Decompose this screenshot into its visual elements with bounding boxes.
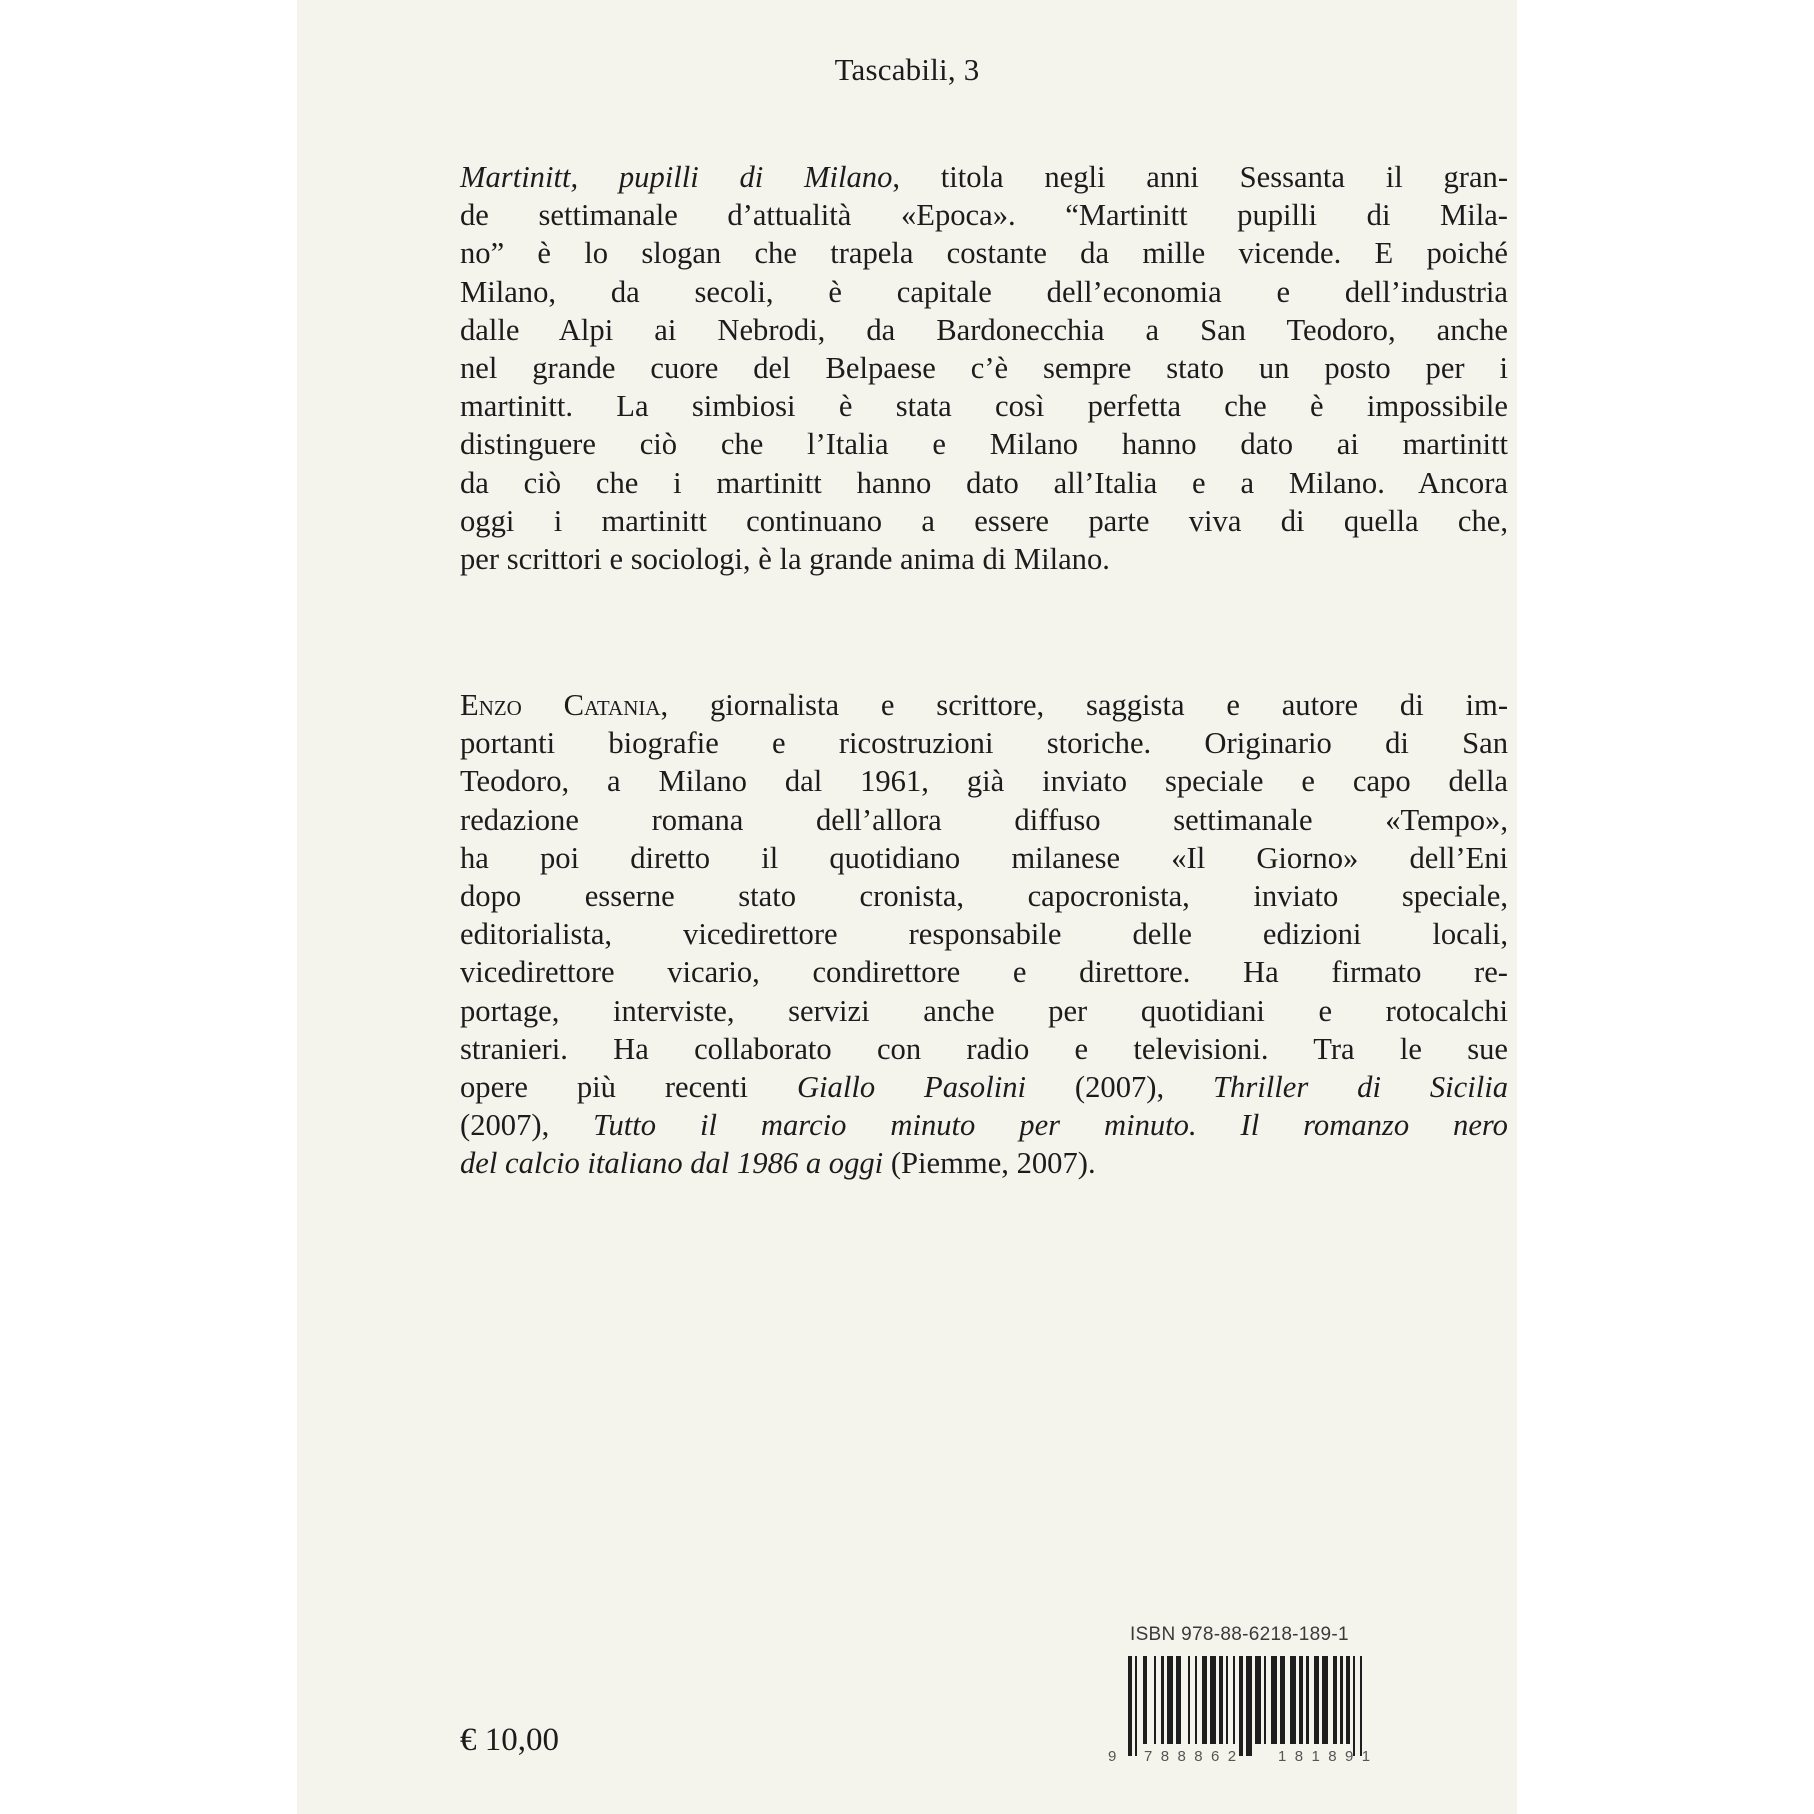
barcode-bar [1176, 1656, 1181, 1744]
barcode-bar [1154, 1656, 1156, 1744]
barcode-bar [1135, 1656, 1137, 1756]
barcode-bar [1188, 1656, 1190, 1744]
barcode-bar [1264, 1656, 1266, 1744]
barcode-bar [1195, 1656, 1197, 1744]
text-run: Giallo Pasolini [796, 1070, 1027, 1105]
text-run: del calcio italiano dal 1986 a oggi [460, 1146, 884, 1181]
text-run: Teodoro, a Milano dal 1961, già inviato speciale e capo della [460, 764, 1508, 799]
text-run: , titola negli anni Sessanta il gran- [892, 160, 1509, 194]
text-run: (2007), [1026, 1070, 1214, 1105]
text-line [460, 686, 1508, 724]
text-run: Enzo Catania [460, 688, 661, 722]
text-run: Martinitt, pupilli di Milano [460, 160, 893, 194]
barcode-bar [1255, 1656, 1261, 1744]
text-run: portage, interviste, servizi anche per quotidiani e rotocalchi [460, 993, 1508, 1028]
barcode-bar [1290, 1656, 1296, 1744]
text-run: portanti biografie e ricostruzioni storiche. Originario di San [460, 726, 1508, 761]
author-bio-paragraph [460, 686, 1508, 1183]
text-run: Milano, da secoli, è capitale dell’economia e dell’industria [460, 274, 1508, 309]
text-line [460, 425, 1508, 463]
text-run: da ciò che i martinitt hanno dato all’Italia e a Milano. Ancora [460, 465, 1508, 500]
text-line [460, 311, 1508, 349]
text-run: no” è lo slogan che trapela costante da mille vicende. E poiché [460, 236, 1508, 271]
text-run: redazione romana dell’allora diffuso settimanale «Tempo», [460, 802, 1508, 837]
text-run: (Piemme, 2007). [883, 1146, 1096, 1181]
text-run: opere più recenti [460, 1070, 797, 1105]
text-line [460, 801, 1508, 839]
text-line [460, 839, 1508, 877]
text-line [460, 349, 1508, 387]
barcode-left-digits: 788862 [1144, 1748, 1245, 1765]
text-run: ha poi diretto il quotidiano milanese «Il Giorno» dell’Eni [460, 840, 1508, 875]
text-line [460, 724, 1508, 762]
text-line [460, 464, 1508, 502]
barcode-bar [1143, 1656, 1147, 1744]
text-line [460, 540, 1508, 578]
text-line [460, 387, 1508, 425]
barcode-bar [1333, 1656, 1337, 1744]
text-run: nel grande cuore del Belpaese c’è sempre stato un posto per i [460, 351, 1508, 386]
text-line [460, 915, 1508, 953]
price-label: € 10,00 [460, 1722, 559, 1758]
text-run: distinguere ciò che l’Italia e Milano hanno dato ai martinitt [460, 427, 1508, 462]
barcode-bar [1306, 1656, 1309, 1744]
text-line [460, 1106, 1508, 1144]
barcode-bar [1226, 1656, 1228, 1744]
barcode-bar [1219, 1656, 1223, 1744]
barcode-bar [1128, 1656, 1132, 1756]
text-line [460, 762, 1508, 800]
barcode-bar [1346, 1656, 1350, 1744]
text-run: vicedirettore vicario, condirettore e direttore. Ha firmato re- [460, 955, 1508, 990]
text-run: (2007), [460, 1108, 594, 1143]
text-line [460, 196, 1508, 234]
text-line [460, 1068, 1508, 1106]
text-line [460, 502, 1508, 540]
text-line [460, 158, 1508, 196]
book-back-cover [297, 0, 1517, 1814]
barcode-bars [1128, 1656, 1408, 1756]
barcode-bar [1239, 1656, 1243, 1756]
text-run: dalle Alpi ai Nebrodi, da Bardonecchia a San Teodoro, anche [460, 312, 1508, 347]
text-line [460, 1144, 1508, 1182]
text-run: Thriller di Sicilia [1213, 1070, 1509, 1105]
barcode-bar [1360, 1656, 1362, 1756]
text-run: dopo esserne stato cronista, capocronista, inviato speciale, [460, 879, 1508, 914]
text-run: martinitt. La simbiosi è stata così perfetta che è impossibile [460, 389, 1508, 424]
text-run: , giornalista e scrittore, saggista e autore di im- [660, 688, 1509, 722]
text-run: editorialista, vicedirettore responsabile delle edizioni locali, [460, 917, 1508, 952]
text-line [460, 877, 1508, 915]
text-run: de settimanale d’attualità «Epoca». “Martinitt pupilli di Mila- [460, 198, 1508, 233]
text-line [460, 953, 1508, 991]
isbn-barcode [1108, 1624, 1428, 1764]
series-title: Tascabili, 3 [834, 52, 980, 87]
barcode-bar [1353, 1656, 1355, 1756]
text-run: Tutto il marcio minuto per minuto. Il romanzo nero [593, 1108, 1508, 1143]
barcode-bar [1299, 1656, 1303, 1744]
barcode-bar [1246, 1656, 1252, 1756]
barcode-bar [1280, 1656, 1285, 1744]
barcode-lead-digit: 9 [1108, 1748, 1125, 1765]
text-line [460, 234, 1508, 272]
isbn-label: ISBN 978-88-6218-189-1 [1130, 1624, 1349, 1645]
text-run: oggi i martinitt continuano a essere parte viva di quella che, [460, 503, 1508, 538]
barcode-bar [1233, 1656, 1235, 1744]
barcode-bar [1202, 1656, 1207, 1744]
barcode-bar [1167, 1656, 1173, 1744]
barcode-bar [1340, 1656, 1343, 1744]
barcode-bar [1314, 1656, 1319, 1744]
barcode-bar [1161, 1656, 1164, 1744]
text-run: per scrittori e sociologi, è la grande anima di Milano. [460, 542, 1110, 577]
text-run: stranieri. Ha collaborato con radio e televisioni. Tra le sue [460, 1031, 1508, 1066]
barcode-bar [1210, 1656, 1216, 1744]
synopsis-paragraph [460, 158, 1508, 578]
text-line [460, 1030, 1508, 1068]
barcode-right-digits: 181891 [1278, 1748, 1379, 1765]
text-line [460, 273, 1508, 311]
barcode-bar [1271, 1656, 1277, 1744]
barcode-bar [1322, 1656, 1328, 1744]
text-line [460, 992, 1508, 1030]
